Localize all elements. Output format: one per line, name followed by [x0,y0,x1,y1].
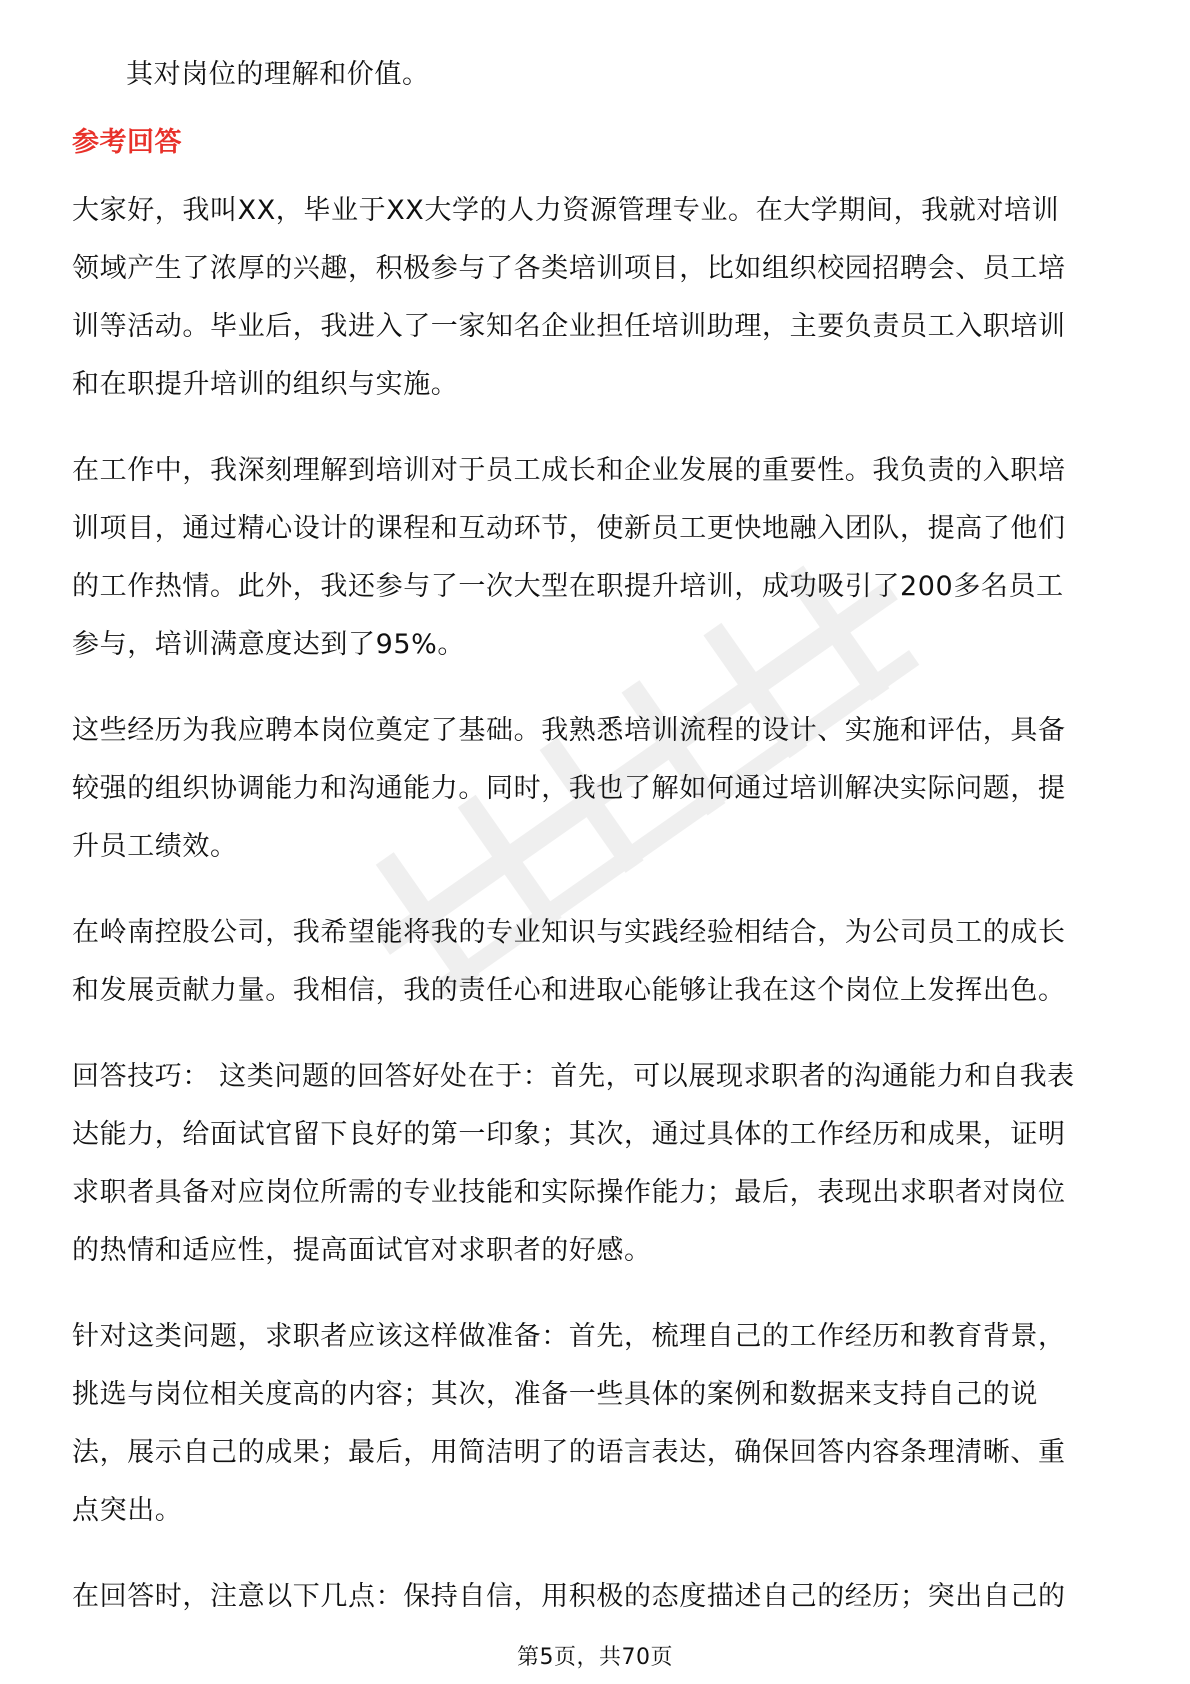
paragraph-line: 在工作中，我深刻理解到培训对于员工成长和企业发展的重要性。我负责的入职培 [72,455,1066,486]
paragraph-line: 领域产生了浓厚的兴趣，积极参与了各类培训项目，比如组织校园招聘会、员工培 [72,253,1066,284]
paragraph-line: 针对这类问题，求职者应该这样做准备：首先，梳理自己的工作经历和教育背景， [72,1321,1066,1352]
paragraph-list [72,182,1122,1626]
paragraph-line: 参与，培训满意度达到了95%。 [72,629,466,660]
carryover-line: 其对岗位的理解和价值。 [126,59,430,90]
paragraph-line: 训等活动。毕业后，我进入了一家知名企业担任培训助理，主要负责员工入职培训 [72,311,1066,342]
paragraph-line: 升员工绩效。 [72,831,238,862]
paragraph-line: 法，展示自己的成果；最后，用简洁明了的语言表达，确保回答内容条理清晰、重 [72,1437,1066,1468]
paragraph [72,1568,1122,1626]
paragraph [72,904,1122,1020]
paragraph-line: 大家好，我叫XX，毕业于XX大学的人力资源管理专业。在大学期间，我就对培训 [72,195,1060,226]
paragraph [72,702,1122,876]
paragraph-line: 这些经历为我应聘本岗位奠定了基础。我熟悉培训流程的设计、实施和评估，具备 [72,715,1066,746]
paragraph-line: 的工作热情。此外，我还参与了一次大型在职提升培训，成功吸引了200多名员工 [72,571,1064,602]
paragraph-line: 在岭南控股公司，我希望能将我的专业知识与实践经验相结合，为公司员工的成长 [72,917,1066,948]
paragraph-line: 点突出。 [72,1495,183,1526]
paragraph-line: 训项目，通过精心设计的课程和互动环节，使新员工更快地融入团队，提高了他们 [72,513,1066,544]
paragraph-line: 求职者具备对应岗位所需的专业技能和实际操作能力；最后，表现出求职者对岗位 [72,1177,1066,1208]
paragraph-line: 和在职提升培训的组织与实施。 [72,369,459,400]
paragraph-line: 较强的组织协调能力和沟通能力。同时，我也了解如何通过培训解决实际问题，提 [72,773,1066,804]
document-body [72,46,1122,1654]
paragraph [72,182,1122,414]
page-footer: 第5页，共70页 [517,1645,673,1670]
paragraph-line: 的热情和适应性，提高面试官对求职者的好感。 [72,1235,652,1266]
paragraph-line: 和发展贡献力量。我相信，我的责任心和进取心能够让我在这个岗位上发挥出色。 [72,975,1066,1006]
paragraph-line: 在回答时，注意以下几点：保持自信，用积极的态度描述自己的经历；突出自己的 [72,1581,1066,1612]
paragraph-line: 达能力，给面试官留下良好的第一印象；其次，通过具体的工作经历和成果，证明 [72,1119,1066,1150]
paragraph [72,1048,1122,1280]
paragraph-line: 挑选与岗位相关度高的内容；其次，准备一些具体的案例和数据来支持自己的说 [72,1379,1038,1410]
section-heading: 参考回答 [72,127,182,158]
paragraph [72,1308,1122,1540]
paragraph-line: 回答技巧： 这类问题的回答好处在于：首先，可以展现求职者的沟通能力和自我表 [72,1061,1075,1092]
paragraph [72,442,1122,674]
